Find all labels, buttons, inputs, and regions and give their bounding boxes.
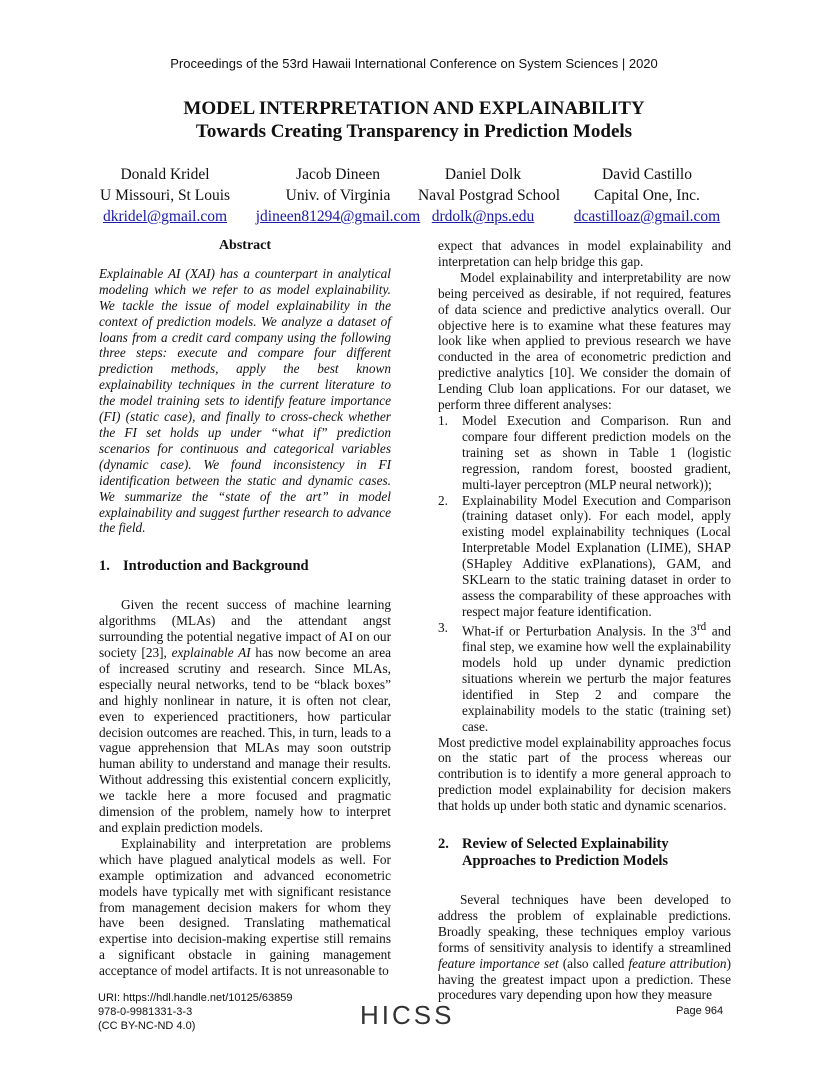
footer-uri: URI: https://hdl.handle.net/10125/63859 (98, 992, 293, 1004)
right-column (438, 238, 731, 1003)
list-item (438, 493, 731, 620)
text-span: Given the recent success of machine learning algorithms (MLAs) and the attendant angst surrounding the potential negative impact of AI on our society [23], (99, 597, 391, 661)
abstract-heading: Abstract (218, 238, 272, 253)
author-affiliation: Univ. of Virginia (285, 187, 391, 204)
superscript: rd (696, 620, 707, 633)
author-block (100, 164, 230, 227)
paragraph (438, 892, 731, 1003)
paragraph: expect that advances in model explainability and interpretation can help bridge this gap. (438, 238, 731, 269)
analysis-list (438, 413, 731, 735)
footer-license: (CC BY-NC-ND 4.0) (98, 1020, 196, 1032)
author-email-link[interactable]: dcastilloaz@gmail.com (573, 208, 721, 225)
paragraph: Model explainability and interpretability are now being perceived as desirable, if not required, features of data science and predictive analytics overall. Our objective here is to examine what these features may look like when applied to previous research we have conducted in the area of econometric prediction and predictive analytics [10]. We consider the domain of Lending Club loan applications. For our dataset, we perform three different analyses: (438, 269, 731, 413)
paper-title: MODEL INTERPRETATION AND EXPLAINABILITY (183, 98, 645, 119)
text-span: Several techniques have been developed to address the problem of explainable predictions. Broadly speaking, these techniques employ various forms of sensitivity analysis to identify a streamlined (438, 892, 731, 955)
text-span: and final step, we examine how well the explainability models hold up under dynamic prediction situations wherein we perturb the major features identified in Step 2 and compare the explainability models to the static (training set) case. (462, 623, 732, 734)
list-text (462, 620, 731, 735)
list-number: 1. (438, 412, 448, 428)
paragraph: Most predictive model explainability approaches focus on the static part of the process whereas our contribution is to identify a more general approach to prediction model explainability for decision makers that holds up under both static and dynamic scenarios. (438, 734, 731, 814)
list-item (438, 413, 731, 493)
page-number: Page 964 (676, 1005, 724, 1017)
emphasis: feature importance set (438, 955, 559, 971)
text-span: ) having the greatest impact upon a prediction. These procedures vary depending upon how they measure (438, 955, 731, 1003)
footer-isbn: 978-0-9981331-3-3 (98, 1006, 193, 1018)
section-title: Review of Selected Explainability Approaches to Prediction Models (462, 836, 669, 870)
author-affiliation: Capital One, Inc. (594, 187, 700, 204)
list-item (438, 620, 731, 735)
author-affiliation: Naval Postgrad School (418, 187, 561, 204)
list-text: Model Execution and Comparison. Run and compare four different prediction models on the training set as shown in Table 1 (logistic regression, random forest, boosted gradient, multi-layer perceptron (MLP neural network)); (462, 412, 731, 492)
author-email-link[interactable]: jdineen81294@gmail.com (255, 208, 421, 225)
author-name: Jacob Dineen (296, 166, 380, 183)
proceedings-header: Proceedings of the 53rd Hawaii International Conference on System Sciences | 2020 (170, 56, 658, 71)
author-block (248, 164, 428, 227)
list-number: 2. (438, 492, 448, 508)
abstract-text: Explainable AI (XAI) has a counterpart in analytical modeling which we refer to as model explainability. We tackle the issue of model explainability in the context of prediction models. We analyze a dataset of loans from a credit card company using the following three steps: execute and compare four different prediction methods, apply the best known explainability techniques in the current literature to the model training sets to identify feature importance (FI) (static case), and finally to cross-check whether the FI set holds up under “what if” prediction scenarios for continuous and categorical variables (dynamic case). We found inconsistency in FI identification between the static and dynamic cases. We summarize the “state of the art” in model explainability and suggest further research to advance the field. (99, 265, 391, 536)
author-name: David Castillo (602, 166, 692, 183)
paragraph (99, 597, 391, 836)
section-heading (99, 558, 391, 575)
paragraph: Explainability and interpretation are problems which have plagued analytical models as well. For example optimization and advanced econometric models have typically met with significant resistance from management decision makers for whom they have been designed. Translating mathematical expertise into decision-making expertise still remains a significant obstacle in gaining management acceptance of model artifacts. It is not unreasonable to (99, 835, 391, 979)
emphasis: feature attribution (628, 955, 727, 971)
section-number: 1. (99, 558, 110, 575)
section-heading (438, 836, 731, 870)
author-email-link[interactable]: dkridel@gmail.com (102, 208, 228, 225)
author-block (418, 164, 561, 227)
author-name: Donald Kridel (120, 166, 210, 183)
list-number: 3. (438, 619, 448, 635)
text-span: What-if or Perturbation Analysis. In the 3 (462, 623, 697, 639)
section-number: 2. (438, 836, 449, 853)
text-span: (also called (558, 955, 629, 971)
section-title: Introduction and Background (123, 558, 309, 575)
author-name: Daniel Dolk (444, 166, 522, 183)
left-column (99, 238, 391, 979)
hicss-logo: HICSS (360, 1000, 455, 1030)
author-email-link[interactable]: drdolk@nps.edu (431, 208, 535, 225)
paper-subtitle: Towards Creating Transparency in Prediction Models (195, 121, 633, 142)
text-span: has now become an area of increased scrutiny and research. Since MLAs, especially neural networks, tend to be “black boxes” and highly nonlinear in nature, it is often not clear, even to experienced practitioners, how particular decision outcomes are reached. This, in turn, leads to a vague apprehension that MLAs may soon outstrip human ability to understand and manage their results. Without addressing this existential concern explicitly, we tackle here a more focused and pragmatic dimension of the problem, namely how to interpret and explain prediction models. (99, 645, 391, 835)
footer-info (98, 991, 292, 1033)
author-affiliation: U Missouri, St Louis (100, 187, 231, 204)
list-text: Explainability Model Execution and Comparison (training dataset only). For each model, apply existing model explainability techniques (Local Interpretable Model Explanation (LIME), SHAP (SHapley Additive exPlanations), GAM, and SKLearn to the static training dataset in order to assess the comparability of these approaches with respect major feature identification. (462, 492, 731, 619)
emphasis: explainable AI (171, 645, 251, 661)
author-block (562, 164, 732, 227)
